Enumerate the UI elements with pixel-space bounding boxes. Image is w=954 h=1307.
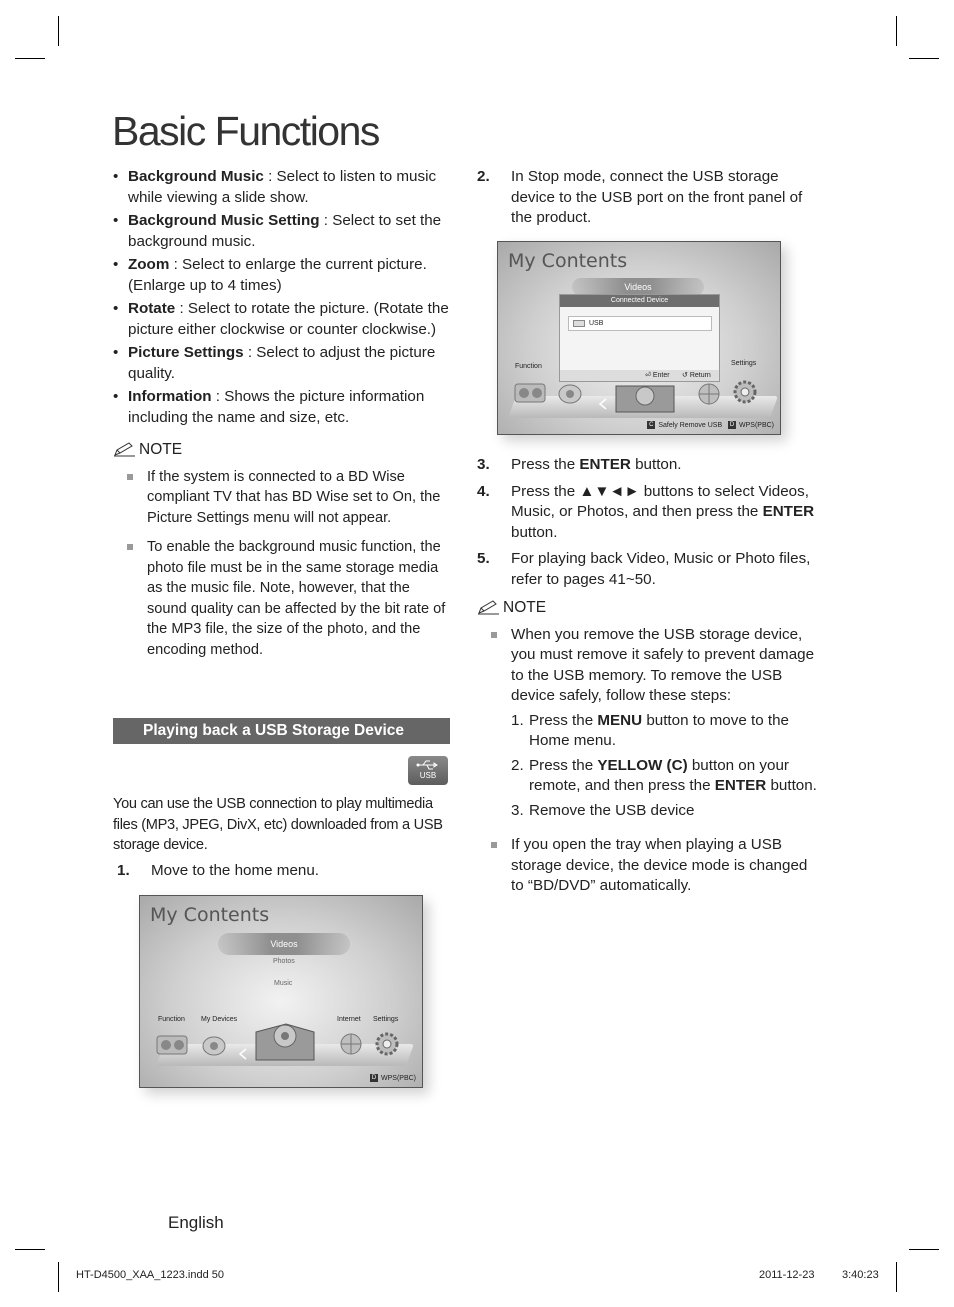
function-icon <box>512 378 550 406</box>
button-name: MENU <box>597 711 643 729</box>
usb-label: USB <box>419 771 437 780</box>
list-item <box>113 467 453 529</box>
return-label: Return <box>689 372 711 379</box>
list-item: • Background Music : Select to listen to music while viewing a slide show. <box>113 168 437 206</box>
list-item: • Zoom : Select to enlarge the current picture. (Enlarge up to 4 times) <box>113 256 427 294</box>
list-item <box>511 801 817 822</box>
device-label: USB <box>589 320 604 327</box>
footer-time: 3:40:23 <box>842 1269 879 1281</box>
step-number: 5. <box>477 550 490 567</box>
option-desc: : Select to rotate the picture. (Rotate the picture either clockwise or counter clockwise.) <box>128 300 449 338</box>
step-text: In Stop mode, connect the USB storage device to the USB port on the front panel of the product. <box>511 168 803 226</box>
step-text: Press the ▲▼◄► buttons to select Videos, Music, or Photos, and then press the <box>511 482 809 520</box>
menu-label-settings: Settings <box>731 360 757 367</box>
pencil-icon <box>113 441 137 457</box>
option-list <box>113 167 453 428</box>
step-text: Press the <box>511 456 580 473</box>
enter-label: Enter <box>652 372 670 379</box>
crop-mark <box>15 58 45 59</box>
footer-date: 2011-12-23 <box>759 1269 815 1281</box>
button-name: YELLOW (C) <box>597 756 688 774</box>
step-text: For playing back Video, Music or Photo files, refer to pages 41~50. <box>511 550 811 588</box>
d-key-icon: D <box>729 422 735 428</box>
section-heading: Playing back a USB Storage Device <box>113 718 450 744</box>
list-item <box>113 537 453 660</box>
list-item <box>477 455 817 476</box>
note-text: If the system is connected to a BD Wise compliant TV that has BD Wise set to On, the Picture Settings menu will not appear. <box>147 468 441 526</box>
sub-step-text: button on your remote, and then press the <box>529 756 789 794</box>
function-icon <box>154 1030 192 1058</box>
screen-footer <box>647 421 774 429</box>
note-heading <box>113 440 453 461</box>
sub-step-number: 3. <box>511 801 524 819</box>
crop-mark <box>909 1249 939 1250</box>
list-item: • Rotate : Select to rotate the picture. (Rotate the picture either clockwise or counter clockwise.) <box>113 300 449 338</box>
step-number: 3. <box>477 456 490 473</box>
option-desc: : Select to enlarge the current picture. (Enlarge up to 4 times) <box>128 256 427 294</box>
note-text: When you remove the USB storage device, you must remove it safely to prevent damage to the USB memory. To remove the USB device safely, follow these steps: <box>511 625 815 704</box>
crop-mark <box>896 1262 897 1292</box>
crop-mark <box>896 16 897 46</box>
videos-pill: Videos <box>572 278 704 296</box>
screen-title: My Contents <box>508 250 628 272</box>
option-term: Background Music Setting <box>128 212 320 229</box>
sub-step-text: button. <box>766 777 817 794</box>
option-term: Information <box>128 388 212 405</box>
list-item <box>117 861 447 882</box>
note-label: NOTE <box>139 441 183 458</box>
square-bullet-icon <box>127 544 133 550</box>
menu-label-internet: Internet <box>337 1016 361 1023</box>
list-item: • Information : Shows the picture information including the name and size, etc. <box>113 388 425 426</box>
enter-hint: ⏎ Enter <box>645 372 670 379</box>
wps-label: WPS(PBC) <box>381 1074 416 1082</box>
home-menu-screenshot <box>139 895 423 1088</box>
option-term: Picture Settings <box>128 344 244 361</box>
list-item <box>477 625 817 822</box>
step-number: 1. <box>117 862 130 879</box>
videos-folder-icon <box>252 1014 318 1064</box>
settings-gear-icon <box>730 378 760 406</box>
left-column <box>113 167 453 669</box>
crop-mark <box>15 1249 45 1250</box>
step-text: button. <box>511 523 558 541</box>
option-desc: : Select to set the background music. <box>128 212 442 250</box>
page-title: Basic Functions <box>112 108 379 154</box>
dialog-title: Connected Device <box>560 295 719 307</box>
button-name: ENTER <box>714 777 767 794</box>
menu-item-music: Music <box>274 980 293 987</box>
note-text: To enable the background music function, the photo file must be in the same storage media as the music file. Note, however, that the sound quality can be affected by the bit rate of the MP3 file, the size of the photo, and the encoding method. <box>147 539 446 658</box>
usb-icon <box>408 756 448 785</box>
button-name: ENTER <box>579 456 631 473</box>
wps-label: WPS(PBC) <box>739 421 774 429</box>
footer-file: HT-D4500_XAA_1223.indd 50 <box>76 1269 224 1281</box>
step-number: 4. <box>477 482 490 500</box>
usb-device-item[interactable] <box>568 316 712 331</box>
option-term: Zoom <box>128 256 170 273</box>
step-number: 2. <box>477 168 490 185</box>
crop-mark <box>58 16 59 46</box>
intro-text: You can use the USB connection to play multimedia files (MP3, JPEG, DivX, etc) downloaded from a USB storage device. <box>113 796 443 853</box>
list-item <box>477 549 817 590</box>
crop-mark <box>58 1262 59 1292</box>
internet-icon <box>694 380 724 408</box>
note-heading <box>477 598 817 619</box>
crop-mark <box>909 58 939 59</box>
menu-label-function: Function <box>515 363 542 370</box>
my-devices-icon <box>200 1032 232 1058</box>
videos-folder-icon <box>612 380 678 414</box>
removal-steps <box>511 711 817 822</box>
step-1 <box>117 861 447 888</box>
option-desc: : Select to adjust the picture quality. <box>128 344 436 382</box>
note-list <box>477 625 817 897</box>
list-item <box>477 835 817 897</box>
note-label: NOTE <box>503 599 547 616</box>
button-name: ENTER <box>762 503 815 520</box>
sub-step-text: Remove the USB device <box>529 801 695 819</box>
list-item <box>511 711 817 752</box>
sub-step-text: button to move to the Home menu. <box>529 711 790 749</box>
language-label: English <box>168 1213 224 1232</box>
square-bullet-icon <box>491 632 497 638</box>
list-item: • Background Music Setting : Select to set the background music. <box>113 212 442 250</box>
internet-icon <box>336 1030 366 1058</box>
connected-device-dialog <box>559 294 720 382</box>
note-text: If you open the tray when playing a USB storage device, the device mode is changed to “BD/DVD” automatically. <box>511 836 808 894</box>
list-item: • Picture Settings : Select to adjust the picture quality. <box>113 344 436 382</box>
pencil-icon <box>477 599 501 615</box>
chevron-left-icon <box>598 398 608 410</box>
option-term: Background Music <box>128 168 264 185</box>
d-key-icon: D <box>371 1075 377 1081</box>
chevron-left-icon <box>238 1048 248 1060</box>
return-hint: ↺ Return <box>682 372 711 379</box>
sub-step-number: 1. <box>511 711 524 729</box>
right-column-steps <box>477 455 817 906</box>
option-desc: : Select to listen to music while viewing a slide show. <box>128 168 437 206</box>
menu-item-photos: Photos <box>273 958 295 965</box>
settings-gear-icon <box>372 1030 402 1058</box>
sub-step-number: 2. <box>511 756 524 774</box>
step-text: button. <box>630 456 682 473</box>
menu-label-settings: Settings <box>373 1016 399 1023</box>
sub-step-text: Press the <box>529 711 598 729</box>
right-column-steps-top <box>477 167 817 235</box>
c-key-icon: C <box>649 422 654 428</box>
list-item <box>477 482 817 544</box>
list-item <box>511 756 817 797</box>
screen-footer <box>370 1074 416 1082</box>
safely-remove-label: Safely Remove USB <box>658 421 723 429</box>
my-devices-icon <box>556 380 588 406</box>
menu-label-function: Function <box>158 1016 185 1023</box>
screen-title: My Contents <box>150 904 270 926</box>
list-item <box>477 167 817 229</box>
note-list <box>113 467 453 661</box>
step-text: Move to the home menu. <box>151 862 319 879</box>
sub-step-text: Press the <box>529 756 598 774</box>
usb-drive-icon <box>573 320 585 327</box>
option-term: Rotate <box>128 300 176 317</box>
connected-device-screenshot <box>497 241 781 435</box>
menu-label-my-devices: My Devices <box>201 1016 238 1023</box>
square-bullet-icon <box>491 842 497 848</box>
videos-pill: Videos <box>218 933 350 955</box>
square-bullet-icon <box>127 474 133 480</box>
option-desc: : Shows the picture information including the name and size, etc. <box>128 388 425 426</box>
